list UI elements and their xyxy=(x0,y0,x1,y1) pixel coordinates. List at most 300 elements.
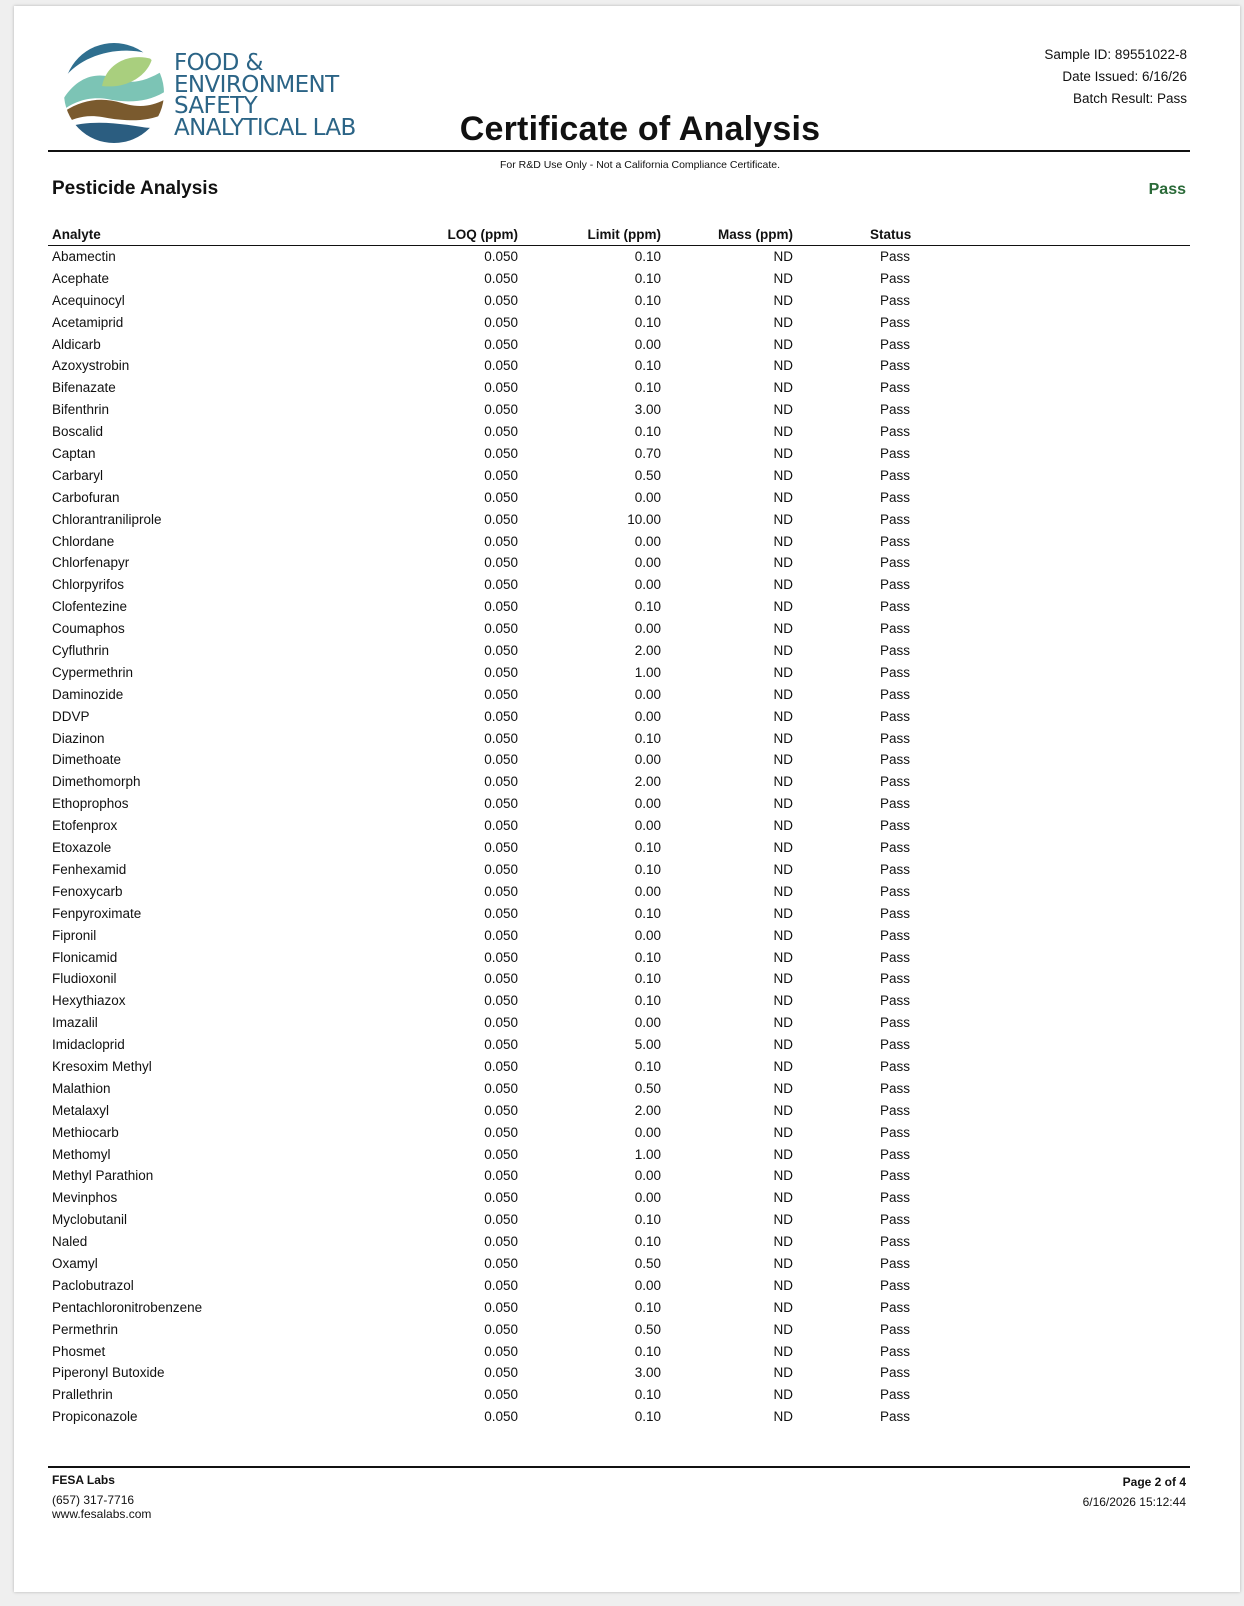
cell-analyte: Mevinphos xyxy=(52,1190,118,1206)
cell-loq: 0.050 xyxy=(484,292,518,308)
cell-loq: 0.050 xyxy=(484,1212,518,1228)
cell-analyte: Coumaphos xyxy=(52,621,125,637)
header-limit: Limit (ppm) xyxy=(587,227,661,242)
table-row xyxy=(48,1341,1190,1363)
cell-status: Pass xyxy=(880,1080,911,1096)
table-row xyxy=(48,925,1190,947)
cell-status: Pass xyxy=(880,1234,911,1250)
cell-limit: 0.10 xyxy=(634,993,661,1009)
cell-mass: ND xyxy=(773,686,793,702)
cell-limit: 0.00 xyxy=(634,336,661,352)
cell-status: Pass xyxy=(880,358,911,374)
cell-status: Pass xyxy=(880,1102,911,1118)
cell-mass: ND xyxy=(773,643,793,659)
table-row xyxy=(48,815,1190,837)
cell-limit: 3.00 xyxy=(634,402,661,418)
table-row xyxy=(48,728,1190,750)
cell-analyte: Captan xyxy=(52,446,96,462)
cell-analyte: Bifenthrin xyxy=(52,402,110,418)
cell-limit: 0.10 xyxy=(634,905,661,921)
cell-loq: 0.050 xyxy=(484,249,518,264)
cell-limit: 0.00 xyxy=(634,818,661,834)
cell-analyte: Carbaryl xyxy=(52,467,104,483)
table-row xyxy=(48,290,1190,312)
cell-analyte: Flonicamid xyxy=(52,949,118,965)
cell-loq: 0.050 xyxy=(484,752,518,768)
table-row xyxy=(48,1187,1190,1209)
cell-limit: 5.00 xyxy=(634,1037,661,1053)
cell-mass: ND xyxy=(773,380,793,396)
cell-loq: 0.050 xyxy=(484,424,518,440)
section-result-badge: Pass xyxy=(1148,181,1186,198)
table-row xyxy=(48,399,1190,421)
cell-status: Pass xyxy=(880,927,911,943)
cell-mass: ND xyxy=(773,249,793,264)
cell-mass: ND xyxy=(773,949,793,965)
table-row xyxy=(48,706,1190,728)
cell-mass: ND xyxy=(773,336,793,352)
cell-loq: 0.050 xyxy=(484,796,518,812)
header-divider xyxy=(48,150,1190,152)
cell-mass: ND xyxy=(773,1234,793,1250)
cell-limit: 0.50 xyxy=(634,467,661,483)
cell-analyte: Dimethoate xyxy=(52,752,122,768)
cell-loq: 0.050 xyxy=(484,555,518,571)
cell-status: Pass xyxy=(880,993,911,1009)
cell-status: Pass xyxy=(880,1409,911,1425)
cell-status: Pass xyxy=(880,1387,911,1403)
cell-analyte: Fenhexamid xyxy=(52,861,127,877)
cell-analyte: Propiconazole xyxy=(52,1409,138,1425)
cell-analyte: Imidacloprid xyxy=(52,1037,125,1053)
cell-limit: 1.00 xyxy=(634,664,661,680)
table-row xyxy=(48,443,1190,465)
cell-status: Pass xyxy=(880,752,911,768)
cell-limit: 0.00 xyxy=(634,1168,661,1184)
cell-analyte: Paclobutrazol xyxy=(52,1277,134,1293)
cell-status: Pass xyxy=(880,708,911,724)
cell-limit: 0.70 xyxy=(634,446,661,462)
page-number: Page 2 of 4 xyxy=(1122,1475,1186,1489)
cell-loq: 0.050 xyxy=(484,1234,518,1250)
disclaimer: For R&D Use Only - Not a California Compliance Certificate. xyxy=(499,159,781,171)
cell-status: Pass xyxy=(880,1343,911,1359)
cell-mass: ND xyxy=(773,1146,793,1162)
table-row xyxy=(48,1362,1190,1384)
cell-mass: ND xyxy=(773,1299,793,1315)
cell-analyte: Aldicarb xyxy=(52,336,101,352)
cell-mass: ND xyxy=(773,489,793,505)
table-row xyxy=(48,1275,1190,1297)
cell-loq: 0.050 xyxy=(484,577,518,593)
table-row xyxy=(48,1034,1190,1056)
cell-status: Pass xyxy=(880,1058,911,1074)
cell-loq: 0.050 xyxy=(484,1277,518,1293)
cell-limit: 0.10 xyxy=(634,358,661,374)
cell-loq: 0.050 xyxy=(484,927,518,943)
cell-status: Pass xyxy=(880,905,911,921)
table-row xyxy=(48,1253,1190,1275)
cell-limit: 2.00 xyxy=(634,774,661,790)
cell-analyte: Piperonyl Butoxide xyxy=(52,1365,165,1381)
cell-mass: ND xyxy=(773,818,793,834)
cell-analyte: Chlordane xyxy=(52,533,115,549)
footer-phone: (657) 317-7716 xyxy=(52,1492,135,1507)
cell-limit: 0.10 xyxy=(634,270,661,286)
cell-limit: 0.10 xyxy=(634,861,661,877)
cell-mass: ND xyxy=(773,358,793,374)
cell-status: Pass xyxy=(880,402,911,418)
cell-limit: 0.00 xyxy=(634,1015,661,1031)
header-analyte: Analyte xyxy=(52,227,101,242)
cell-mass: ND xyxy=(773,1321,793,1337)
cell-analyte: Acequinocyl xyxy=(52,292,125,308)
cell-analyte: Etofenprox xyxy=(52,818,118,834)
cell-loq: 0.050 xyxy=(484,861,518,877)
pesticide-table-body xyxy=(48,246,1190,1428)
cell-analyte: Carbofuran xyxy=(52,489,120,505)
cell-mass: ND xyxy=(773,774,793,790)
cell-loq: 0.050 xyxy=(484,1037,518,1053)
cell-mass: ND xyxy=(773,708,793,724)
cell-analyte: Cypermethrin xyxy=(52,664,134,680)
cell-limit: 0.00 xyxy=(634,927,661,943)
cell-mass: ND xyxy=(773,927,793,943)
cell-mass: ND xyxy=(773,446,793,462)
cell-mass: ND xyxy=(773,424,793,440)
cell-limit: 0.50 xyxy=(634,1321,661,1337)
cell-limit: 2.00 xyxy=(634,643,661,659)
cell-analyte: Cyfluthrin xyxy=(52,643,110,659)
cell-analyte: Methiocarb xyxy=(52,1124,119,1140)
cell-loq: 0.050 xyxy=(484,1058,518,1074)
cell-limit: 3.00 xyxy=(634,1365,661,1381)
cell-loq: 0.050 xyxy=(484,1080,518,1096)
cell-limit: 0.10 xyxy=(634,1409,661,1425)
cell-mass: ND xyxy=(773,1255,793,1271)
cell-loq: 0.050 xyxy=(484,1190,518,1206)
table-row xyxy=(48,552,1190,574)
cell-loq: 0.050 xyxy=(484,643,518,659)
cell-analyte: DDVP xyxy=(52,708,90,724)
cell-analyte: Boscalid xyxy=(52,424,104,440)
cell-status: Pass xyxy=(880,1365,911,1381)
cell-mass: ND xyxy=(773,1190,793,1206)
cell-mass: ND xyxy=(773,861,793,877)
cell-loq: 0.050 xyxy=(484,949,518,965)
cell-status: Pass xyxy=(880,1146,911,1162)
cell-status: Pass xyxy=(880,1124,911,1140)
cell-mass: ND xyxy=(773,555,793,571)
cell-status: Pass xyxy=(880,292,911,308)
table-row xyxy=(48,465,1190,487)
cell-analyte: Abamectin xyxy=(52,249,116,264)
cell-status: Pass xyxy=(880,774,911,790)
footer-company: FESA Labs xyxy=(52,1473,115,1487)
cell-mass: ND xyxy=(773,621,793,637)
cell-loq: 0.050 xyxy=(484,511,518,527)
cell-status: Pass xyxy=(880,1190,911,1206)
cell-analyte: Phosmet xyxy=(52,1343,106,1359)
cell-analyte: Fenoxycarb xyxy=(52,883,123,899)
cell-limit: 0.10 xyxy=(634,730,661,746)
table-row xyxy=(48,990,1190,1012)
lab-name-line: ANALYTICAL LAB xyxy=(174,114,356,141)
cell-status: Pass xyxy=(880,1255,911,1271)
cell-status: Pass xyxy=(880,664,911,680)
cell-analyte: Methyl Parathion xyxy=(52,1168,154,1184)
cell-status: Pass xyxy=(880,446,911,462)
table-row xyxy=(48,947,1190,969)
header-mass: Mass (ppm) xyxy=(717,227,793,242)
cell-limit: 0.00 xyxy=(634,686,661,702)
lab-name-line: ENVIRONMENT xyxy=(174,71,339,98)
cell-loq: 0.050 xyxy=(484,664,518,680)
cell-limit: 0.00 xyxy=(634,1124,661,1140)
cell-loq: 0.050 xyxy=(484,686,518,702)
cell-status: Pass xyxy=(880,796,911,812)
cell-status: Pass xyxy=(880,380,911,396)
table-row xyxy=(48,1319,1190,1341)
table-row xyxy=(48,355,1190,377)
cell-status: Pass xyxy=(880,1212,911,1228)
table-row xyxy=(48,881,1190,903)
cell-status: Pass xyxy=(880,1299,911,1315)
table-row xyxy=(48,1122,1190,1144)
cell-analyte: Dimethomorph xyxy=(52,774,141,790)
cell-loq: 0.050 xyxy=(484,314,518,330)
cell-analyte: Fludioxonil xyxy=(52,971,117,987)
cell-analyte: Imazalil xyxy=(52,1015,98,1031)
cell-loq: 0.050 xyxy=(484,533,518,549)
table-row xyxy=(48,837,1190,859)
cell-status: Pass xyxy=(880,1321,911,1337)
table-row xyxy=(48,618,1190,640)
cell-status: Pass xyxy=(880,1168,911,1184)
cell-mass: ND xyxy=(773,905,793,921)
cell-mass: ND xyxy=(773,1409,793,1425)
footer-divider xyxy=(48,1466,1190,1468)
cell-analyte: Bifenazate xyxy=(52,380,116,396)
cell-loq: 0.050 xyxy=(484,402,518,418)
cell-limit: 0.10 xyxy=(634,314,661,330)
cell-limit: 2.00 xyxy=(634,1102,661,1118)
cell-analyte: Daminozide xyxy=(52,686,124,702)
cell-limit: 0.50 xyxy=(634,1255,661,1271)
table-row xyxy=(48,1406,1190,1428)
table-row xyxy=(48,574,1190,596)
cell-limit: 0.00 xyxy=(634,621,661,637)
cell-loq: 0.050 xyxy=(484,1124,518,1140)
table-row xyxy=(48,1209,1190,1231)
cell-analyte: Kresoxim Methyl xyxy=(52,1058,152,1074)
cell-status: Pass xyxy=(880,971,911,987)
table-row xyxy=(48,968,1190,990)
cell-loq: 0.050 xyxy=(484,1365,518,1381)
cell-analyte: Chlorfenapyr xyxy=(52,555,130,571)
footer-website: www.fesalabs.com xyxy=(52,1507,152,1521)
cell-mass: ND xyxy=(773,1212,793,1228)
cell-loq: 0.050 xyxy=(484,1321,518,1337)
cell-mass: ND xyxy=(773,270,793,286)
cell-analyte: Fipronil xyxy=(52,927,97,943)
cell-status: Pass xyxy=(880,533,911,549)
cell-mass: ND xyxy=(773,292,793,308)
cell-status: Pass xyxy=(880,643,911,659)
cell-mass: ND xyxy=(773,971,793,987)
cell-limit: 1.00 xyxy=(634,1146,661,1162)
cell-loq: 0.050 xyxy=(484,1015,518,1031)
table-row xyxy=(48,596,1190,618)
cell-loq: 0.050 xyxy=(484,1255,518,1271)
cell-status: Pass xyxy=(880,818,911,834)
header-loq: LOQ (ppm) xyxy=(447,227,518,242)
cell-loq: 0.050 xyxy=(484,1146,518,1162)
cell-limit: 0.10 xyxy=(634,971,661,987)
cell-status: Pass xyxy=(880,686,911,702)
cell-limit: 0.10 xyxy=(634,599,661,615)
cell-mass: ND xyxy=(773,730,793,746)
cell-status: Pass xyxy=(880,599,911,615)
cell-loq: 0.050 xyxy=(484,840,518,856)
cell-status: Pass xyxy=(880,555,911,571)
cell-limit: 0.10 xyxy=(634,424,661,440)
cell-status: Pass xyxy=(880,511,911,527)
cell-loq: 0.050 xyxy=(484,818,518,834)
table-row xyxy=(48,749,1190,771)
cell-mass: ND xyxy=(773,577,793,593)
cell-mass: ND xyxy=(773,1124,793,1140)
cell-loq: 0.050 xyxy=(484,467,518,483)
cell-status: Pass xyxy=(880,840,911,856)
cell-limit: 0.10 xyxy=(634,1299,661,1315)
cell-loq: 0.050 xyxy=(484,1168,518,1184)
cell-loq: 0.050 xyxy=(484,1343,518,1359)
cell-limit: 0.10 xyxy=(634,249,661,264)
cell-loq: 0.050 xyxy=(484,774,518,790)
cell-loq: 0.050 xyxy=(484,358,518,374)
cell-status: Pass xyxy=(880,730,911,746)
cell-analyte: Diazinon xyxy=(52,730,105,746)
cell-mass: ND xyxy=(773,1365,793,1381)
table-row xyxy=(48,662,1190,684)
cell-mass: ND xyxy=(773,752,793,768)
cell-loq: 0.050 xyxy=(484,1387,518,1403)
batch-result: Batch Result: Pass xyxy=(1072,91,1187,106)
cell-limit: 0.10 xyxy=(634,292,661,308)
table-row xyxy=(48,903,1190,925)
cell-limit: 0.00 xyxy=(634,555,661,571)
table-row xyxy=(48,1297,1190,1319)
cell-loq: 0.050 xyxy=(484,599,518,615)
cell-loq: 0.050 xyxy=(484,993,518,1009)
cell-analyte: Hexythiazox xyxy=(52,993,126,1009)
table-row xyxy=(48,377,1190,399)
cell-status: Pass xyxy=(880,861,911,877)
cell-mass: ND xyxy=(773,993,793,1009)
cell-mass: ND xyxy=(773,883,793,899)
cell-analyte: Metalaxyl xyxy=(52,1102,110,1118)
page-title: Certificate of Analysis xyxy=(459,110,821,148)
cell-limit: 0.00 xyxy=(634,1277,661,1293)
cell-limit: 0.10 xyxy=(634,1343,661,1359)
cell-status: Pass xyxy=(880,249,911,264)
cell-analyte: Acephate xyxy=(52,270,110,286)
cell-limit: 0.00 xyxy=(634,752,661,768)
cell-loq: 0.050 xyxy=(484,270,518,286)
cell-limit: 0.10 xyxy=(634,1234,661,1250)
cell-limit: 0.10 xyxy=(634,1058,661,1074)
cell-status: Pass xyxy=(880,270,911,286)
lab-name-line: SAFETY xyxy=(174,93,258,119)
certificate-page xyxy=(14,6,1240,1592)
cell-mass: ND xyxy=(773,1168,793,1184)
cell-limit: 0.10 xyxy=(634,1387,661,1403)
cell-analyte: Azoxystrobin xyxy=(52,358,130,374)
cell-limit: 0.50 xyxy=(634,1080,661,1096)
table-row xyxy=(48,1056,1190,1078)
cell-mass: ND xyxy=(773,314,793,330)
footer-page-info xyxy=(1083,1473,1186,1512)
table-header xyxy=(48,224,1190,246)
table-row xyxy=(48,268,1190,290)
cell-mass: ND xyxy=(773,1015,793,1031)
table-row xyxy=(48,312,1190,334)
table-row xyxy=(48,793,1190,815)
cell-loq: 0.050 xyxy=(484,336,518,352)
table-row xyxy=(48,487,1190,509)
cell-status: Pass xyxy=(880,467,911,483)
cell-limit: 0.00 xyxy=(634,489,661,505)
table-row xyxy=(48,640,1190,662)
cell-mass: ND xyxy=(773,599,793,615)
cell-limit: 0.00 xyxy=(634,577,661,593)
cell-analyte: Pentachloronitrobenzene xyxy=(52,1299,203,1315)
cell-analyte: Etoxazole xyxy=(52,840,112,856)
sample-id: Sample ID: 89551022-8 xyxy=(1044,47,1187,62)
table-row xyxy=(48,531,1190,553)
cell-loq: 0.050 xyxy=(484,621,518,637)
sample-meta xyxy=(1044,44,1187,110)
table-row xyxy=(48,859,1190,881)
cell-status: Pass xyxy=(880,424,911,440)
cell-loq: 0.050 xyxy=(484,1409,518,1425)
cell-loq: 0.050 xyxy=(484,489,518,505)
cell-mass: ND xyxy=(773,1058,793,1074)
cell-mass: ND xyxy=(773,511,793,527)
cell-limit: 0.00 xyxy=(634,796,661,812)
table-row xyxy=(48,1231,1190,1253)
cell-loq: 0.050 xyxy=(484,1102,518,1118)
footer-contact xyxy=(52,1473,151,1522)
table-row xyxy=(48,334,1190,356)
footer-timestamp: 6/16/2026 15:12:44 xyxy=(1082,1494,1186,1509)
cell-analyte: Ethoprophos xyxy=(52,796,129,812)
cell-loq: 0.050 xyxy=(484,1299,518,1315)
section-title: Pesticide Analysis xyxy=(52,178,219,199)
cell-limit: 0.00 xyxy=(634,883,661,899)
cell-analyte: Fenpyroximate xyxy=(52,905,142,921)
cell-mass: ND xyxy=(773,1037,793,1053)
cell-analyte: Chlorantraniliprole xyxy=(52,511,162,527)
cell-mass: ND xyxy=(773,796,793,812)
cell-status: Pass xyxy=(880,577,911,593)
table-row xyxy=(48,1144,1190,1166)
cell-mass: ND xyxy=(773,1387,793,1403)
cell-mass: ND xyxy=(773,533,793,549)
lab-name-line: FOOD & xyxy=(174,50,263,76)
table-row xyxy=(48,1384,1190,1406)
